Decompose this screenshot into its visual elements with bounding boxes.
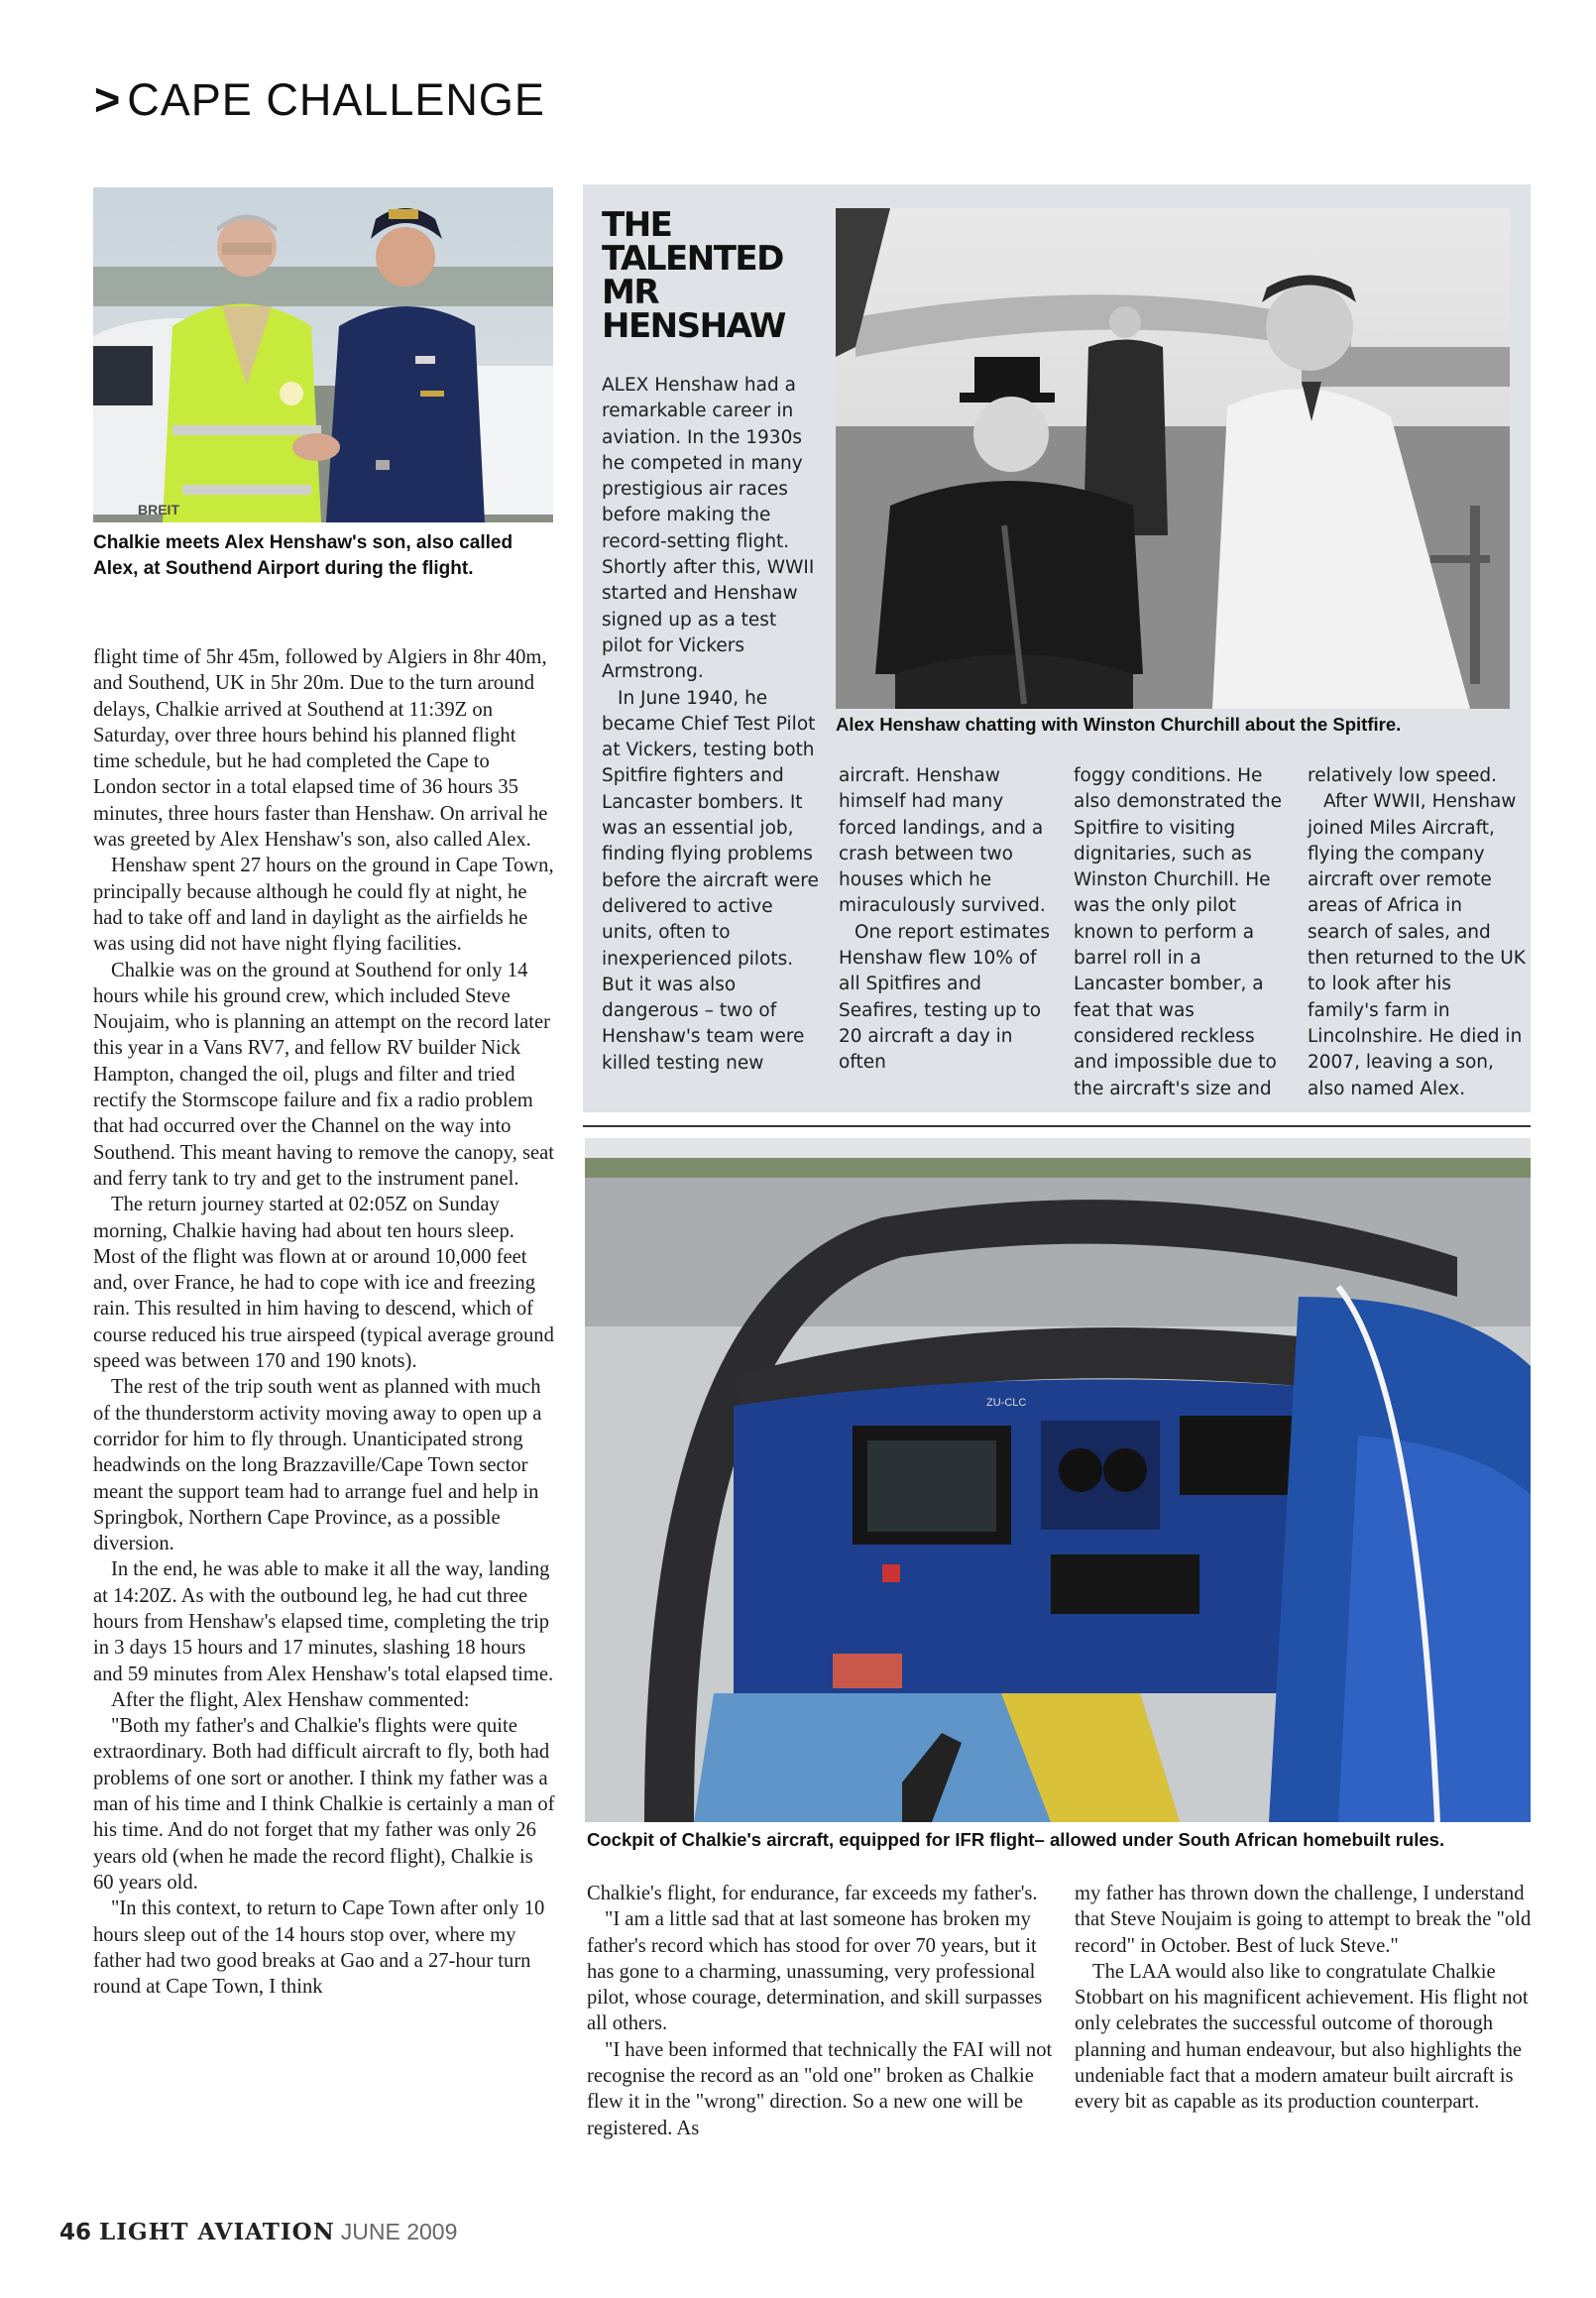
sidebar-column-2 [839, 763, 1059, 1077]
photo-cockpit [585, 1138, 1531, 1822]
paragraph: "I have been informed that technically the FAI will not recognise the record as an "old one" broken as Chalkie flew it in the "wrong" direction. So a new one will be registered. As [587, 2038, 1053, 2139]
panel-registration: ZU-CLC [986, 1397, 1027, 1409]
main-column-2 [587, 1881, 1053, 2141]
paragraph: flight time of 5hr 45m, followed by Algiers in 8hr 40m, and Southend, UK in 5hr 20m. Due to the turn around delays, Chalkie arrived at Southend at 11:39Z on Saturday, over three hours behind his planned flight time schedule, but he had completed the Cape to London sector in a total elapsed time of 36 hours 35 minutes, three hours faster than Henshaw. On arrival he was greeted by Alex Henshaw's son, also called Alex. [93, 646, 548, 852]
paragraph: aircraft. Henshaw himself had many forced landings, and a crash between two houses which he miraculously survived. [839, 765, 1046, 917]
paragraph: Chalkie was on the ground at Southend for only 14 hours while his ground crew, which included Steve Noujaim, who is planning an attempt on the record later this year in a Vans RV7, and fellow RV builder Nick Hampton, changed the oil, plugs and filter and tried rectify the Stormscope failure and fix a radio problem that had occurred over the Channel on the way into Southend. This meant having to remove the canopy, seat and ferry tank to try and get to the instrument panel. [93, 959, 554, 1190]
paragraph: The rest of the trip south went as planned with much of the thunderstorm activity moving away to open up a corridor for him to fly through. Unanticipated strong headwinds on the long Brazzaville/Cape Town sector meant the support team had to arrange fuel and help in Springbok, Northern Cape Province, as a possible diversion. [93, 1376, 542, 1555]
sidebar-column-3 [1074, 763, 1294, 1102]
paragraph: In June 1940, he became Chief Test Pilot at Vickers, testing both Spitfire fighters and Lancaster bombers. It was an essential job, finding flying problems before the aircraft were delivered to active units, often to inexperienced pilots. But it was also dangerous – two of Henshaw's team were killed testing new [602, 687, 819, 1074]
section-header [94, 74, 545, 126]
paragraph: The return journey started at 02:05Z on Sunday morning, Chalkie having had about ten hours sleep. Most of the flight was flown at or around 10,000 feet and, over France, he had to cope with ice and freezing rain. This resulted in him having to descend, which of course reduced his true airspeed (typical average ground speed was between 170 and 190 knots). [93, 1194, 554, 1373]
section-title: CAPE CHALLENGE [127, 74, 545, 125]
page-number: 46 [59, 2220, 92, 2245]
paragraph: Henshaw spent 27 hours on the ground in Cape Town, principally because although he could fly at night, he had to take off and land in daylight as the airfields he was using did not have night flying facilities. [93, 855, 554, 956]
sidebar-title: THE TALENTED MR HENSHAW [602, 205, 785, 346]
photo1-badge: BREIT [138, 502, 179, 517]
paragraph: foggy conditions. He also demonstrated the Spitfire to visiting dignitaries, such as Winston Churchill. He was the only pilot known to perform a barrel roll in a Lancaster bomber, a feat that was considered reckless and impossible due to the aircraft's size and [1074, 765, 1282, 1099]
photo1-caption: Chalkie meets Alex Henshaw's son, also called Alex, at Southend Airport during the flight. [93, 532, 513, 579]
paragraph: After the flight, Alex Henshaw commented: [111, 1688, 470, 1711]
sidebar-column-4 [1308, 763, 1528, 1102]
issue-date: JUNE 2009 [340, 2219, 458, 2244]
magazine-name: LIGHT AVIATION [99, 2219, 335, 2245]
paragraph: relatively low speed. [1308, 765, 1497, 786]
main-column-3 [1075, 1881, 1533, 2116]
cockpit-caption: Cockpit of Chalkie's aircraft, equipped for IFR flight– allowed under South African homebuilt rules. [587, 1829, 1445, 1850]
churchill-illustration [836, 208, 1510, 709]
paragraph: Chalkie's flight, for endurance, far exceeds my father's. [587, 1883, 1038, 1904]
paragraph: After WWII, Henshaw joined Miles Aircraft, flying the company aircraft over remote areas of Africa in search of sales, and then returned to the UK to look after his family's farm in Lincolnshire. He died in 2007, leaving a son, also named Alex. [1308, 791, 1526, 1099]
paragraph: The LAA would also like to congratulate Chalkie Stobbart on his magnificent achievement. His flight not only celebrates the successful outcome of thorough planning and human endeavour, but also highlights the undeniable fact that a modern amateur built aircraft is every bit as capable as its production counterpart. [1075, 1960, 1529, 2114]
paragraph: In the end, he was able to make it all the way, landing at 14:20Z. As with the outbound leg, he had cut three hours from Henshaw's elapsed time, completing the trip in 3 days 15 hours and 17 minutes, slashing 18 hours and 59 minutes from Alex Henshaw's total elapsed time. [93, 1558, 554, 1685]
paragraph: One report estimates Henshaw flew 10% of all Spitfires and Seafires, testing up to 20 aircraft a day in often [839, 921, 1050, 1074]
paragraph: ALEX Henshaw had a remarkable career in aviation. In the 1930s he competed in many prestigious air races before making the record-setting flight. Shortly after this, WWII started and Henshaw signed up as a test pilot for Vickers Armstrong. [602, 375, 815, 683]
photo-churchill [836, 208, 1510, 709]
handshake-illustration [93, 187, 553, 522]
sidebar-photo-caption: Alex Henshaw chatting with Winston Churchill about the Spitfire. [836, 714, 1402, 735]
photo-handshake [93, 187, 553, 522]
page-footer [59, 2219, 457, 2245]
paragraph: my father has thrown down the challenge, I understand that Steve Noujaim is going to attempt to break the "old record" in October. Best of luck Steve." [1075, 1883, 1532, 1957]
paragraph: "I am a little sad that at last someone has broken my father's record which has stood for over 70 years, but it has gone to a charming, unassuming, very professional pilot, whose courage, determination, and skill surpasses all others. [587, 1908, 1043, 2035]
divider-rule [583, 1125, 1531, 1127]
paragraph: "In this context, to return to Cape Town after only 10 hours sleep out of the 14 hours stop over, where my father had two good breaks at Gao and a 27-hour turn round at Cape Town, I think [93, 1897, 545, 1999]
cockpit-illustration [585, 1138, 1531, 1822]
paragraph: "Both my father's and Chalkie's flights were quite extraordinary. Both had difficult aircraft to fly, both had problems of one sort or another. I think my father was a man of his time and I think Chalkie is certainly a man of his time. And do not forget that my father was only 26 years old (when he made the record flight), Chalkie is 60 years old. [93, 1715, 555, 1894]
main-column-1 [93, 644, 557, 2000]
sidebar-column-1 [602, 373, 822, 1077]
section-chevron: > [94, 74, 122, 125]
